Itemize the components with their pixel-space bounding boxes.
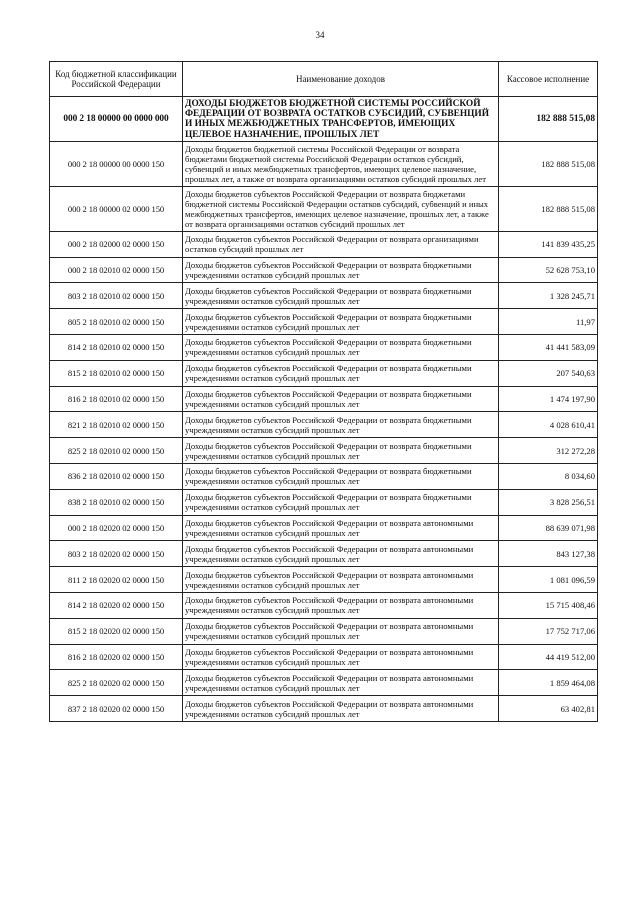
row-name: Доходы бюджетов субъектов Российской Федерации от возврата бюджетными учреждениями остатков субсидий прошлых лет — [183, 360, 499, 386]
row-amount: 843 127,38 — [499, 541, 598, 567]
row-code: 000 2 18 02000 02 0000 150 — [50, 231, 183, 257]
row-name: Доходы бюджетов субъектов Российской Федерации от возврата автономными учреждениями остатков субсидий прошлых лет — [183, 515, 499, 541]
table-body — [50, 97, 598, 722]
row-name: Доходы бюджетов субъектов Российской Федерации от возврата бюджетами бюджетной системы Российской Федерации остатков субсидий, субвенций и иных межбюджетных трансфертов, имеющих целевое назначение, прошлых лет, а также от возврата организациями остатков субсидий прошлых лет — [183, 186, 499, 231]
table-row — [50, 283, 598, 309]
table-row — [50, 412, 598, 438]
row-amount: 182 888 515,08 — [499, 141, 598, 186]
row-code: 814 2 18 02020 02 0000 150 — [50, 592, 183, 618]
row-amount: 11,97 — [499, 309, 598, 335]
row-code: 811 2 18 02020 02 0000 150 — [50, 567, 183, 593]
table-row — [50, 231, 598, 257]
row-amount: 182 888 515,08 — [499, 97, 598, 142]
table-row — [50, 696, 598, 722]
row-code: 803 2 18 02020 02 0000 150 — [50, 541, 183, 567]
row-amount: 1 328 245,71 — [499, 283, 598, 309]
row-name: Доходы бюджетов субъектов Российской Федерации от возврата автономными учреждениями остатков субсидий прошлых лет — [183, 644, 499, 670]
row-code: 000 2 18 02010 02 0000 150 — [50, 257, 183, 283]
header-name: Наименование доходов — [183, 62, 499, 97]
row-code: 816 2 18 02010 02 0000 150 — [50, 386, 183, 412]
row-name: Доходы бюджетов субъектов Российской Федерации от возврата автономными учреждениями остатков субсидий прошлых лет — [183, 567, 499, 593]
row-amount: 1 859 464,08 — [499, 670, 598, 696]
row-name: Доходы бюджетов субъектов Российской Федерации от возврата автономными учреждениями остатков субсидий прошлых лет — [183, 618, 499, 644]
row-name: Доходы бюджетов субъектов Российской Федерации от возврата бюджетными учреждениями остатков субсидий прошлых лет — [183, 335, 499, 361]
table-row — [50, 541, 598, 567]
row-code: 825 2 18 02010 02 0000 150 — [50, 438, 183, 464]
table-row — [50, 670, 598, 696]
row-name: Доходы бюджетов субъектов Российской Федерации от возврата организациями остатков субсидий прошлых лет — [183, 231, 499, 257]
row-name: Доходы бюджетов субъектов Российской Федерации от возврата бюджетными учреждениями остатков субсидий прошлых лет — [183, 463, 499, 489]
table-row — [50, 592, 598, 618]
row-amount: 207 540,63 — [499, 360, 598, 386]
table-row — [50, 360, 598, 386]
row-amount: 141 839 435,25 — [499, 231, 598, 257]
table-row — [50, 644, 598, 670]
row-name: Доходы бюджетов субъектов Российской Федерации от возврата бюджетными учреждениями остатков субсидий прошлых лет — [183, 309, 499, 335]
row-amount: 15 715 408,46 — [499, 592, 598, 618]
table-row — [50, 335, 598, 361]
page-number: 34 — [315, 30, 325, 40]
table-row — [50, 515, 598, 541]
row-amount: 63 402,81 — [499, 696, 598, 722]
row-code: 815 2 18 02020 02 0000 150 — [50, 618, 183, 644]
table-row — [50, 567, 598, 593]
row-amount: 44 419 512,00 — [499, 644, 598, 670]
row-name: Доходы бюджетов субъектов Российской Федерации от возврата бюджетными учреждениями остатков субсидий прошлых лет — [183, 283, 499, 309]
row-name: Доходы бюджетов субъектов Российской Федерации от возврата бюджетными учреждениями остатков субсидий прошлых лет — [183, 438, 499, 464]
row-code: 805 2 18 02010 02 0000 150 — [50, 309, 183, 335]
row-name: Доходы бюджетов субъектов Российской Федерации от возврата бюджетными учреждениями остатков субсидий прошлых лет — [183, 386, 499, 412]
row-code: 816 2 18 02020 02 0000 150 — [50, 644, 183, 670]
row-amount: 17 752 717,06 — [499, 618, 598, 644]
row-amount: 52 628 753,10 — [499, 257, 598, 283]
row-code: 836 2 18 02010 02 0000 150 — [50, 463, 183, 489]
row-code: 000 2 18 00000 00 0000 150 — [50, 141, 183, 186]
row-name: Доходы бюджетов субъектов Российской Федерации от возврата автономными учреждениями остатков субсидий прошлых лет — [183, 696, 499, 722]
row-code: 837 2 18 02020 02 0000 150 — [50, 696, 183, 722]
row-amount: 88 639 071,98 — [499, 515, 598, 541]
row-amount: 8 034,60 — [499, 463, 598, 489]
row-name: Доходы бюджетов субъектов Российской Федерации от возврата бюджетными учреждениями остатков субсидий прошлых лет — [183, 257, 499, 283]
row-code: 000 2 18 00000 02 0000 150 — [50, 186, 183, 231]
row-amount: 312 272,28 — [499, 438, 598, 464]
row-code: 815 2 18 02010 02 0000 150 — [50, 360, 183, 386]
table-row — [50, 257, 598, 283]
row-code: 000 2 18 00000 00 0000 000 — [50, 97, 183, 142]
row-code: 814 2 18 02010 02 0000 150 — [50, 335, 183, 361]
table-row — [50, 618, 598, 644]
table-row — [50, 489, 598, 515]
row-amount: 1 081 096,59 — [499, 567, 598, 593]
row-amount: 182 888 515,08 — [499, 186, 598, 231]
row-code: 825 2 18 02020 02 0000 150 — [50, 670, 183, 696]
table-row — [50, 309, 598, 335]
header-amount: Кассовое исполнение — [499, 62, 598, 97]
row-amount: 3 828 256,51 — [499, 489, 598, 515]
header-code: Код бюджетной классификации Российской Федерации — [50, 62, 183, 97]
table-row — [50, 186, 598, 231]
revenue-table — [49, 61, 598, 722]
row-name: Доходы бюджетов субъектов Российской Федерации от возврата автономными учреждениями остатков субсидий прошлых лет — [183, 670, 499, 696]
row-code: 821 2 18 02010 02 0000 150 — [50, 412, 183, 438]
table-row — [50, 386, 598, 412]
row-name: Доходы бюджетов субъектов Российской Федерации от возврата бюджетными учреждениями остатков субсидий прошлых лет — [183, 489, 499, 515]
row-name: Доходы бюджетов субъектов Российской Федерации от возврата автономными учреждениями остатков субсидий прошлых лет — [183, 592, 499, 618]
table-header-row — [50, 62, 598, 97]
row-name: ДОХОДЫ БЮДЖЕТОВ БЮДЖЕТНОЙ СИСТЕМЫ РОССИЙСКОЙ ФЕДЕРАЦИИ ОТ ВОЗВРАТА ОСТАТКОВ СУБСИДИЙ, СУБВЕНЦИЙ И ИНЫХ МЕЖБЮДЖЕТНЫХ ТРАНСФЕРТОВ, ИМЕЮЩИХ ЦЕЛЕВОЕ НАЗНАЧЕНИЕ, ПРОШЛЫХ ЛЕТ — [183, 97, 499, 142]
row-amount: 4 028 610,41 — [499, 412, 598, 438]
row-code: 803 2 18 02010 02 0000 150 — [50, 283, 183, 309]
row-code: 000 2 18 02020 02 0000 150 — [50, 515, 183, 541]
table-row — [50, 438, 598, 464]
row-name: Доходы бюджетов субъектов Российской Федерации от возврата автономными учреждениями остатков субсидий прошлых лет — [183, 541, 499, 567]
row-name: Доходы бюджетов бюджетной системы Российской Федерации от возврата бюджетами бюджетной системы Российской Федерации остатков субсидий, субвенций и иных межбюджетных трансфертов, имеющих целевое назначение, прошлых лет, а также от возврата организациями остатков субсидий прошлых лет — [183, 141, 499, 186]
table-row — [50, 463, 598, 489]
row-amount: 1 474 197,90 — [499, 386, 598, 412]
row-amount: 41 441 583,09 — [499, 335, 598, 361]
table-row — [50, 97, 598, 142]
table-row — [50, 141, 598, 186]
row-name: Доходы бюджетов субъектов Российской Федерации от возврата бюджетными учреждениями остатков субсидий прошлых лет — [183, 412, 499, 438]
row-code: 838 2 18 02010 02 0000 150 — [50, 489, 183, 515]
